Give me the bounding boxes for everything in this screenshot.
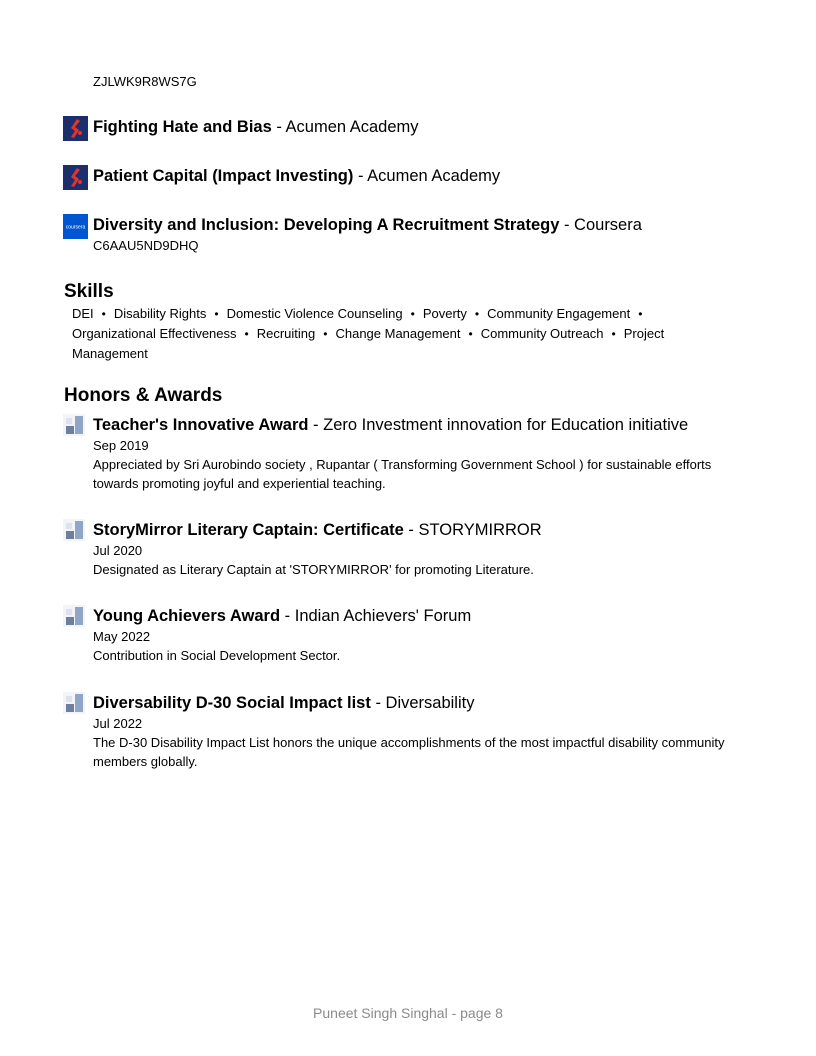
bullet-separator: • bbox=[638, 307, 643, 321]
certification-title-line: Fighting Hate and Bias - Acumen Academy bbox=[93, 118, 419, 136]
page-footer: Puneet Singh Singhal - page 8 bbox=[313, 1005, 503, 1021]
certification-item bbox=[63, 214, 743, 256]
bullet-separator: • bbox=[474, 307, 480, 321]
credential-id: C6AAU5ND9DHQ bbox=[93, 238, 199, 253]
award-item bbox=[63, 605, 743, 667]
bullet-separator: • bbox=[468, 327, 473, 341]
award-item bbox=[63, 414, 743, 496]
award-issuer: STORYMIRROR bbox=[418, 521, 542, 539]
acumen-academy-logo-icon bbox=[63, 116, 88, 141]
award-title-line: Teacher's Innovative Award - Zero Investment innovation for Education initiative bbox=[93, 416, 689, 434]
credential-id: ZJLWK9R8WS7G bbox=[93, 74, 197, 89]
certification-title: Patient Capital (Impact Investing) bbox=[93, 167, 354, 185]
skill-item: Change Management bbox=[335, 326, 461, 341]
award-date: Jul 2020 bbox=[93, 543, 143, 558]
award-date: Sep 2019 bbox=[93, 438, 149, 453]
certification-title-line: Diversity and Inclusion: Developing A Recruitment Strategy - Coursera bbox=[93, 216, 642, 234]
award-description: Designated as Literary Captain at 'STORYMIRROR' for promoting Literature. bbox=[93, 562, 534, 577]
certification-issuer: Coursera bbox=[574, 216, 642, 234]
skill-item: Organizational Effectiveness bbox=[72, 326, 237, 341]
award-issuer: Diversability bbox=[385, 694, 475, 712]
award-title: StoryMirror Literary Captain: Certificate bbox=[93, 521, 404, 539]
certification-title: Fighting Hate and Bias bbox=[93, 118, 272, 136]
bullet-separator: • bbox=[410, 307, 415, 321]
award-title: Teacher's Innovative Award bbox=[93, 416, 309, 434]
award-issuer: Zero Investment innovation for Education initiative bbox=[323, 416, 689, 434]
award-description: Contribution in Social Development Sector. bbox=[93, 648, 341, 663]
skill-item: Disability Rights bbox=[113, 306, 207, 321]
award-date: May 2022 bbox=[93, 629, 151, 644]
award-title-line: StoryMirror Literary Captain: Certificate - STORYMIRROR bbox=[93, 521, 542, 539]
bullet-separator: • bbox=[101, 307, 106, 321]
bullet-separator: • bbox=[244, 327, 249, 341]
bullet-separator: • bbox=[611, 327, 616, 341]
award-body bbox=[93, 692, 743, 771]
award-title-line: Diversability D-30 Social Impact list - Diversability bbox=[93, 694, 475, 712]
award-title: Diversability D-30 Social Impact list bbox=[93, 694, 371, 712]
award-placeholder-icon bbox=[63, 414, 88, 439]
award-description: The D-30 Disability Impact List honors the unique accomplishments of the most impactful disability community members globally. bbox=[93, 735, 725, 769]
skill-item: Community Outreach bbox=[480, 326, 604, 341]
certification-item bbox=[63, 116, 743, 142]
award-body bbox=[93, 414, 743, 493]
skills-heading: Skills bbox=[64, 281, 114, 302]
award-placeholder-icon bbox=[63, 692, 88, 717]
honors-heading: Honors & Awards bbox=[64, 385, 223, 406]
skill-item: DEI bbox=[72, 306, 94, 321]
award-date: Jul 2022 bbox=[93, 716, 143, 731]
award-title-line: Young Achievers Award - Indian Achievers' Forum bbox=[93, 607, 472, 625]
certification-issuer: Acumen Academy bbox=[285, 118, 419, 136]
award-item bbox=[63, 519, 743, 581]
acumen-academy-logo-icon bbox=[63, 165, 88, 190]
award-placeholder-icon bbox=[63, 605, 88, 630]
skill-item: Community Engagement bbox=[487, 306, 631, 321]
skills-list bbox=[72, 304, 722, 363]
skill-item: Project Management bbox=[72, 326, 665, 361]
certification-title: Diversity and Inclusion: Developing A Recruitment Strategy bbox=[93, 216, 560, 234]
certification-item bbox=[63, 165, 743, 191]
svg-text:coursera: coursera bbox=[65, 224, 86, 231]
award-body bbox=[93, 605, 743, 665]
award-title: Young Achievers Award bbox=[93, 607, 281, 625]
coursera-logo-icon bbox=[63, 214, 88, 239]
skill-item: Domestic Violence Counseling bbox=[226, 306, 403, 321]
bullet-separator: • bbox=[323, 327, 328, 341]
skill-item: Poverty bbox=[422, 306, 467, 321]
certification-issuer: Acumen Academy bbox=[367, 167, 501, 185]
award-description: Appreciated by Sri Aurobindo society , Rupantar ( Transforming Government School ) for sustainable efforts towards promoting joyful and experiential teaching. bbox=[93, 457, 712, 491]
certification-title-line: Patient Capital (Impact Investing) - Acumen Academy bbox=[93, 167, 501, 185]
award-body bbox=[93, 519, 743, 579]
award-item bbox=[63, 692, 743, 774]
bullet-separator: • bbox=[214, 307, 219, 321]
award-placeholder-icon bbox=[63, 519, 88, 544]
award-issuer: Indian Achievers' Forum bbox=[294, 607, 472, 625]
certification-body bbox=[93, 214, 743, 254]
skill-item: Recruiting bbox=[256, 326, 316, 341]
